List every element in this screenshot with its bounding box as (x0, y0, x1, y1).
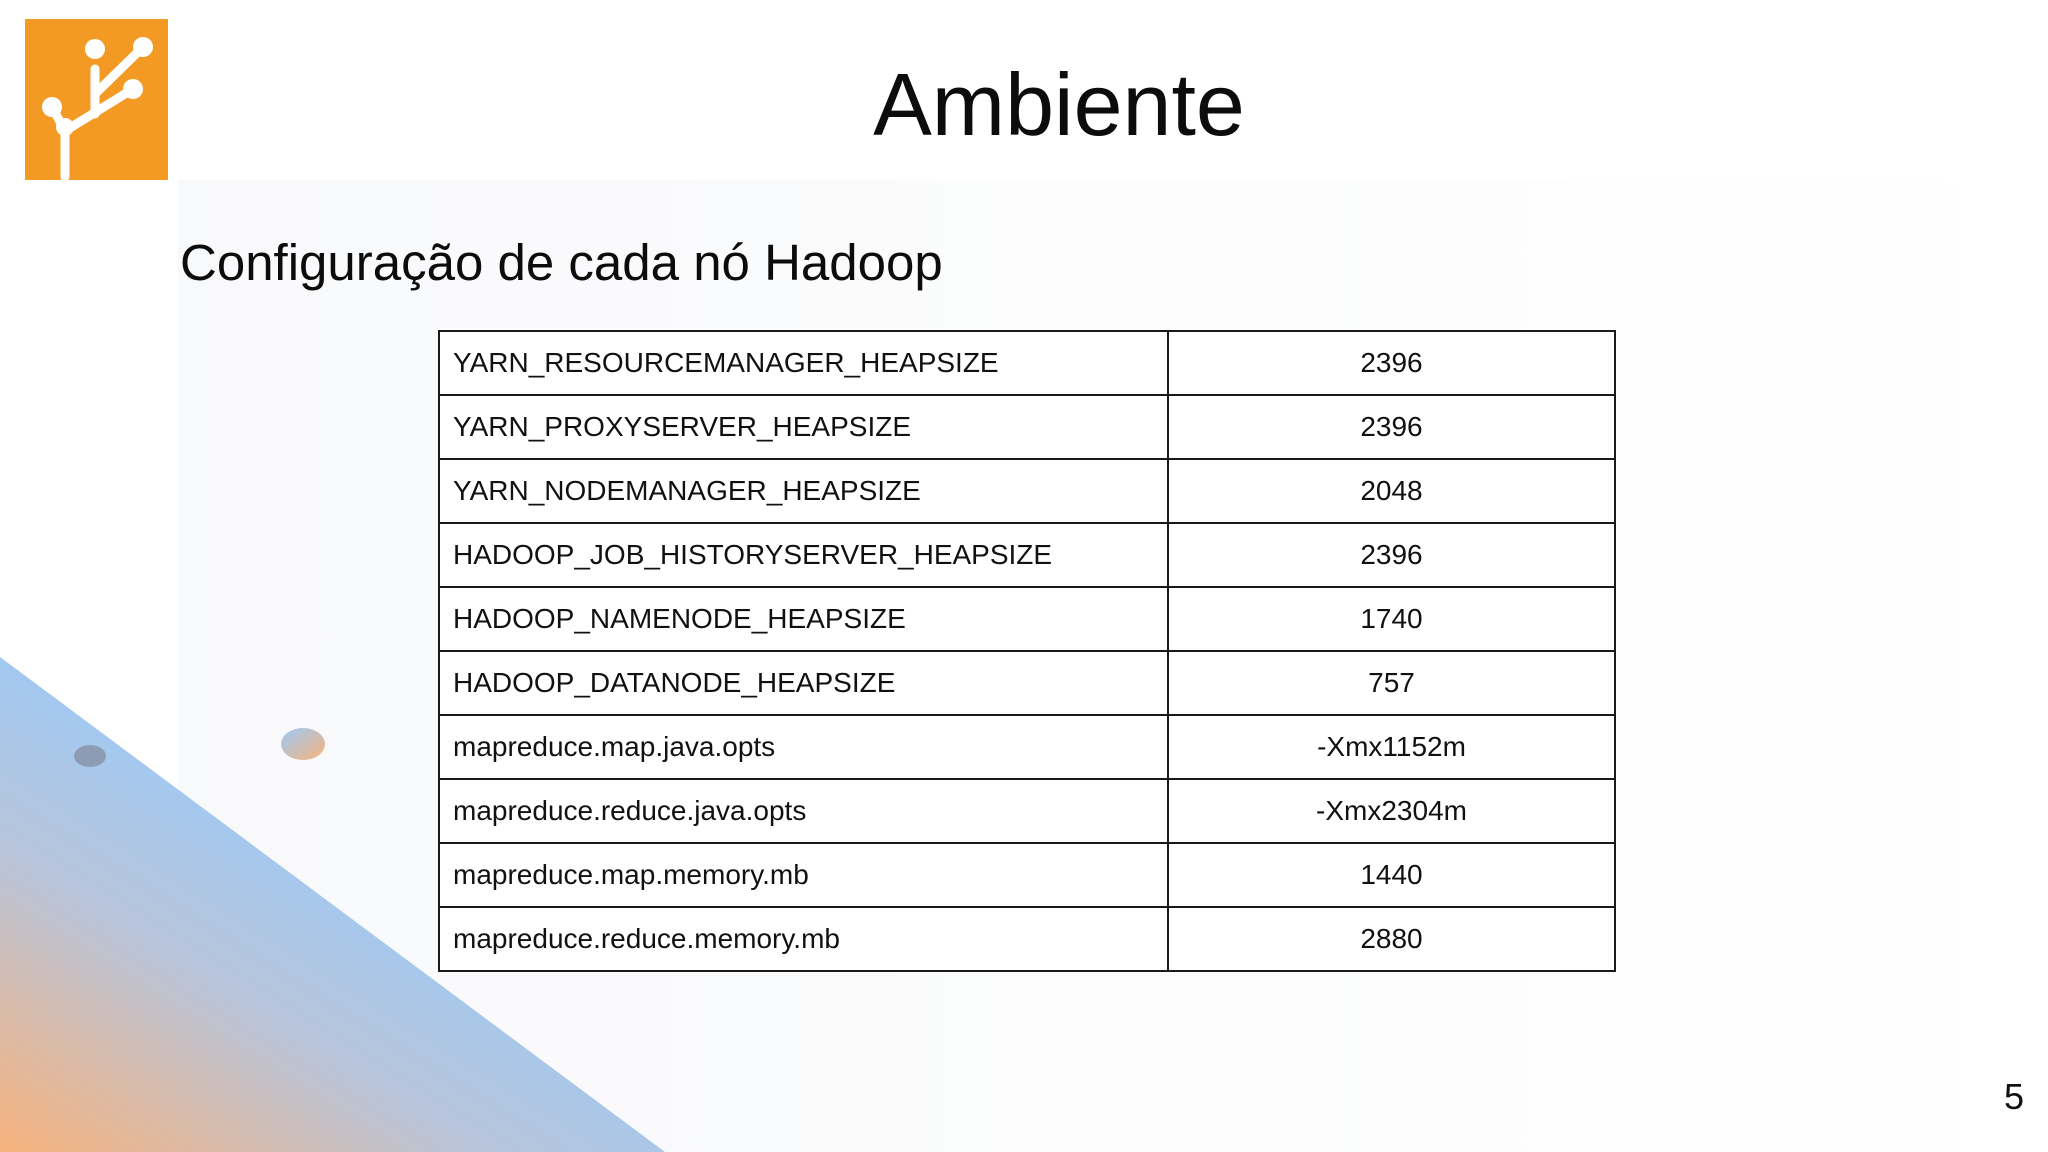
config-key: HADOOP_NAMENODE_HEAPSIZE (439, 587, 1168, 651)
config-value: 2048 (1168, 459, 1615, 523)
config-key: YARN_NODEMANAGER_HEAPSIZE (439, 459, 1168, 523)
decorative-dot-large (281, 728, 325, 760)
config-value: 2396 (1168, 395, 1615, 459)
config-value: 2880 (1168, 907, 1615, 971)
table-row (439, 715, 1615, 779)
slide-title: Ambiente (873, 55, 1245, 154)
config-key: HADOOP_JOB_HISTORYSERVER_HEAPSIZE (439, 523, 1168, 587)
config-value: -Xmx2304m (1168, 779, 1615, 843)
table-row (439, 779, 1615, 843)
table-row (439, 523, 1615, 587)
config-key: mapreduce.map.memory.mb (439, 843, 1168, 907)
config-key: HADOOP_DATANODE_HEAPSIZE (439, 651, 1168, 715)
table-row (439, 459, 1615, 523)
config-key: YARN_PROXYSERVER_HEAPSIZE (439, 395, 1168, 459)
config-key: YARN_RESOURCEMANAGER_HEAPSIZE (439, 331, 1168, 395)
config-value: 2396 (1168, 523, 1615, 587)
table-row (439, 587, 1615, 651)
table-row (439, 395, 1615, 459)
slide-subtitle: Configuração de cada nó Hadoop (180, 234, 943, 291)
config-key: mapreduce.map.java.opts (439, 715, 1168, 779)
page-number: 5 (2003, 1076, 2024, 1117)
config-value: 1440 (1168, 843, 1615, 907)
table-row (439, 907, 1615, 971)
table-row (439, 843, 1615, 907)
config-value: 757 (1168, 651, 1615, 715)
decorative-dot-small (74, 745, 106, 767)
table-row (439, 331, 1615, 395)
config-value: 1740 (1168, 587, 1615, 651)
config-key: mapreduce.reduce.memory.mb (439, 907, 1168, 971)
hadoop-config-table (438, 330, 1616, 972)
table-row (439, 651, 1615, 715)
config-value: -Xmx1152m (1168, 715, 1615, 779)
config-value: 2396 (1168, 331, 1615, 395)
config-key: mapreduce.reduce.java.opts (439, 779, 1168, 843)
